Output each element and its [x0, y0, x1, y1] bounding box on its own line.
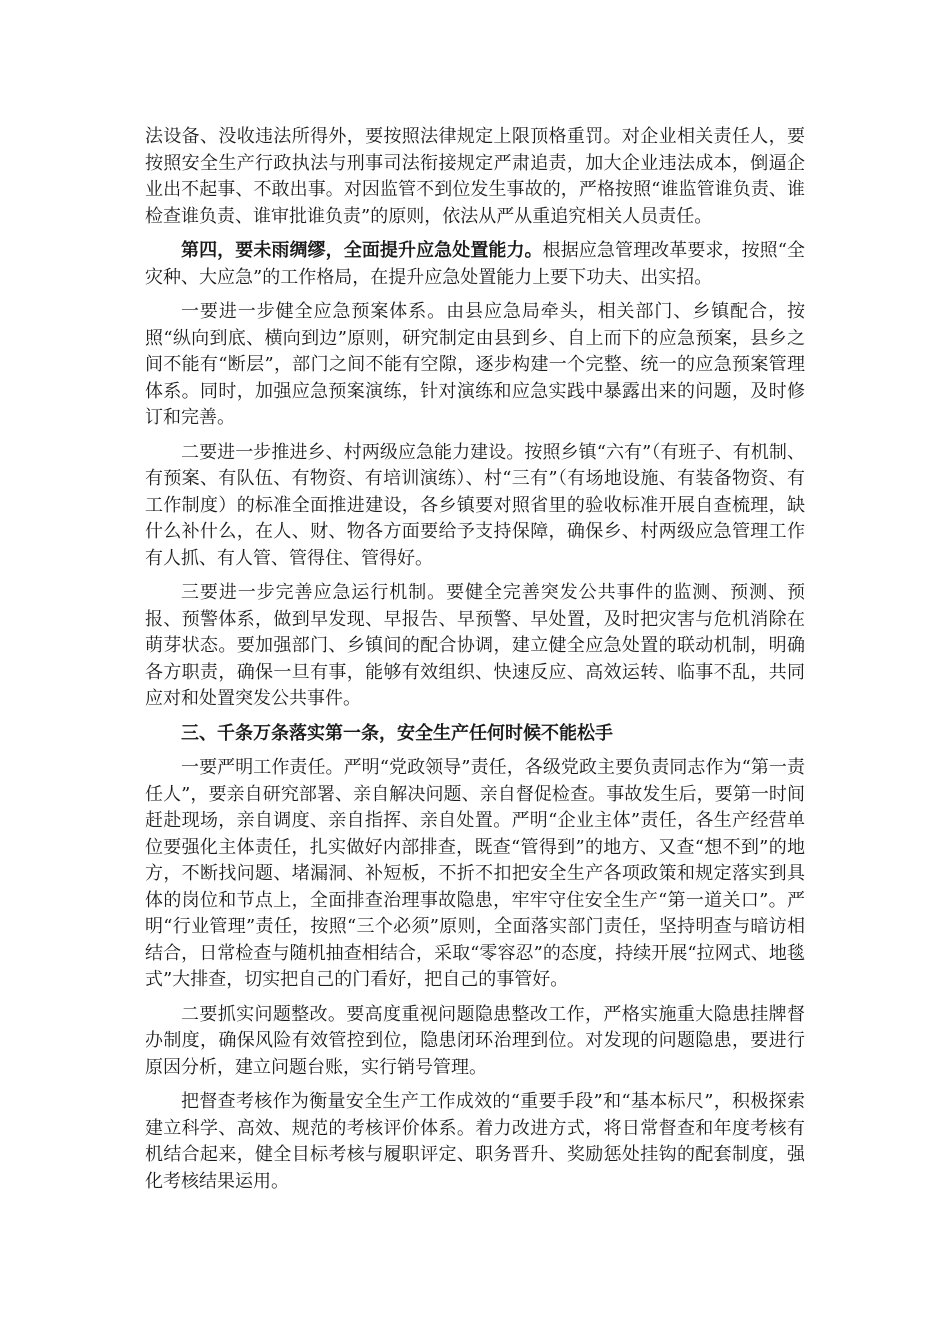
paragraph-township-capacity: 二要进一步推进乡、村两级应急能力建设。按照乡镇“六有”（有班子、有机制、有预案、有队伍、有物资、有培训演练）、村“三有”（有场地设施、有装备物资、有工作制度）的标准全面推进建设，各乡镇要对照省里的验收标准开展自查梳理，缺什么补什么，在人、财、物各方面要给予支持保障，确保乡、村两级应急管理工作有人抓、有人管、管得住、管得好。: [145, 441, 805, 569]
paragraph-emergency-plan: 一要进一步健全应急预案体系。由县应急局牵头，相关部门、乡镇配合，按照“纵向到底、横向到边”原则，研究制定由县到乡、自上而下的应急预案，县乡之间不能有“断层”，部门之间不能有空隙，逐步构建一个完整、统一的应急预案管理体系。同时，加强应急预案演练，针对演练和应急实践中暴露出来的问题，及时修订和完善。: [145, 301, 805, 428]
paragraph-penalties: 法设备、没收违法所得外，要按照法律规定上限顶格重罚。对企业相关责任人，要按照安全生产行政执法与刑事司法衔接规定严肃追责，加大企业违法成本，倒逼企业出不起事、不敢出事。对因监管不到位发生事故的，严格按照“谁监管谁负责、谁检查谁负责、谁审批谁负责”的原则，依法从严从重追究相关人员责任。: [145, 126, 805, 227]
section-heading-three: 三、千条万条落实第一条，安全生产任何时候不能松手: [181, 722, 613, 744]
paragraph-responsibility: 一要严明工作责任。严明“党政领导”责任，各级党政主要负责同志作为“第一责任人”，要亲自研究部署、亲自解决问题、亲自督促检查。事故发生后，要第一时间赶赴现场，亲自调度、亲自指挥、亲自处置。严明“企业主体”责任，各生产经营单位要强化主体责任，扎实做好内部排查，既查“管得到”的地方、又查“想不到”的地方，不断找问题、堵漏洞、补短板，不折不扣把安全生产各项政策和规定落实到具体的岗位和节点上，全面排查治理事故隐患，牢牢守住安全生产“第一道关口”。严明“行业管理”责任，按照“三个必须”原则，全面落实部门责任，坚持明查与暗访相结合，日常检查与随机抽查相结合，采取“零容忍”的态度，持续开展“拉网式、地毯式”大排查，切实把自己的门看好，把自己的事管好。: [145, 757, 805, 990]
document-page: [145, 124, 805, 1203]
paragraph-assessment: 把督查考核作为衡量安全生产工作成效的“重要手段”和“基本标尺”，积极探索建立科学、高效、规范的考核评价体系。着力改进方式，将日常督查和年度考核有机结合起来，健全目标考核与履职评定、职务晋升、奖励惩处挂钩的配套制度，强化考核结果运用。: [145, 1091, 805, 1192]
paragraph-operation-mechanism: 三要进一步完善应急运行机制。要健全完善突发公共事件的监测、预测、预报、预警体系，做到早发现、早报告、早预警、早处置，及时把灾害与危机消除在萌芽状态。要加强部门、乡镇间的配合协调，建立健全应急处置的联动机制，明确各方职责，确保一旦有事，能够有效组织、快速反应、高效运转、临事不乱，共同应对和处置突发公共事件。: [145, 582, 805, 709]
paragraph-rectification: 二要抓实问题整改。要高度重视问题隐患整改工作，严格实施重大隐患挂牌督办制度，确保风险有效管控到位，隐患闭环治理到位。对发现的问题隐患，要进行原因分析，建立问题台账，实行销号管理。: [145, 1003, 805, 1078]
paragraph-emergency-intro: [145, 238, 805, 291]
section-lead-fourth: 第四，要未雨绸缪，全面提升应急处置能力。: [181, 240, 543, 261]
paragraph-emergency-intro-body: 根据应急管理改革要求，按照“全灾种、大应急”的工作格局，在提升应急处置能力上要下功夫、出实招。: [145, 240, 806, 288]
